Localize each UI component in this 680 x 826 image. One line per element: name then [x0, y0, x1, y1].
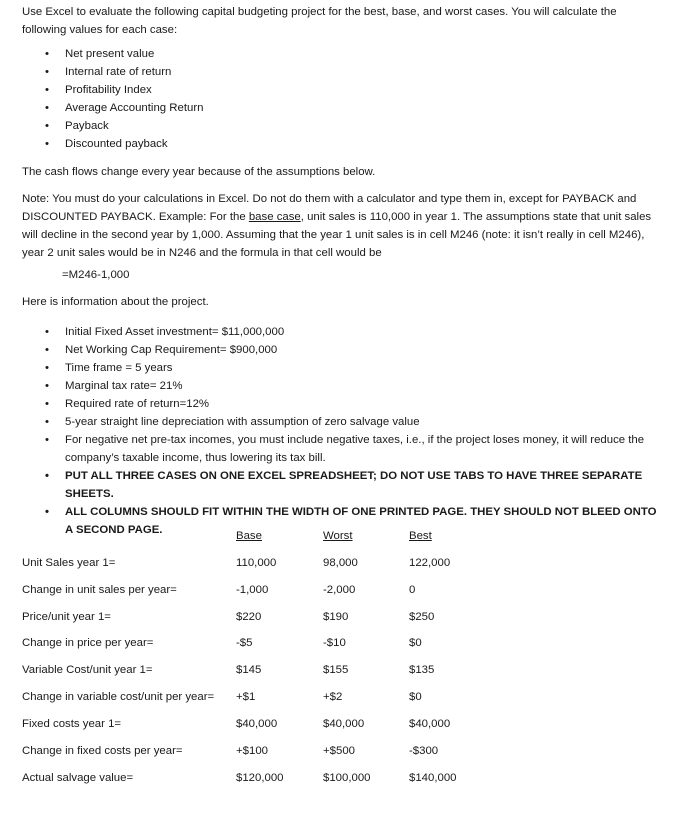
list-item: • Profitability Index [45, 81, 203, 99]
row-label: Change in fixed costs per year= [22, 745, 183, 757]
best-value: $250 [409, 611, 435, 623]
list-item: • Discounted payback [45, 135, 203, 153]
list-item: • Payback [45, 117, 203, 135]
list-item: • Required rate of return=12% [45, 395, 665, 413]
base-value: $145 [236, 664, 262, 676]
list-item: • Internal rate of return [45, 63, 203, 81]
best-value: $0 [409, 637, 422, 649]
row-label: Change in variable cost/unit per year= [22, 691, 215, 703]
best-value: $0 [409, 691, 422, 703]
values-list [45, 45, 203, 153]
cash-flows-note: The cash flows change every year because of the assumptions below. [22, 166, 376, 178]
header-best: Best [409, 530, 432, 542]
row-label: Change in unit sales per year= [22, 584, 177, 596]
base-value: $40,000 [236, 718, 278, 730]
list-item: • Net Working Cap Requirement= $900,000 [45, 341, 665, 359]
worst-value: +$500 [323, 745, 355, 757]
base-value: +$100 [236, 745, 268, 757]
list-item: • Average Accounting Return [45, 99, 203, 117]
header-worst: Worst [323, 530, 353, 542]
worst-value: $190 [323, 611, 349, 623]
list-item: • Time frame = 5 years [45, 359, 665, 377]
note-text-1: Note: You must do your calculations in Excel. Do not do them with a calculator and type them in, except for PAYBACK and DISCOUNTED PAYBACK. Example: For the [22, 193, 637, 223]
info-list [45, 323, 665, 539]
best-value: $40,000 [409, 718, 451, 730]
intro-paragraph: Use Excel to evaluate the following capital budgeting project for the best, base, and worst cases. You will calculate the following values for each case: [22, 6, 617, 36]
list-item: • PUT ALL THREE CASES ON ONE EXCEL SPREADSHEET; DO NOT USE TABS TO HAVE THREE SEPARATE SHEETS. [45, 467, 665, 503]
best-value: $135 [409, 664, 435, 676]
worst-value: $40,000 [323, 718, 365, 730]
formula-text: =M246-1,000 [62, 269, 130, 281]
base-value: $220 [236, 611, 262, 623]
row-label: Unit Sales year 1= [22, 557, 116, 569]
list-item: • Initial Fixed Asset investment= $11,000,000 [45, 323, 665, 341]
best-value: -$300 [409, 745, 439, 757]
note-paragraph [22, 190, 662, 262]
worst-value: -2,000 [323, 584, 356, 596]
list-item: • Net present value [45, 45, 203, 63]
worst-value: +$2 [323, 691, 343, 703]
base-value: -$5 [236, 637, 253, 649]
best-value: 0 [409, 584, 416, 596]
base-value: 110,000 [236, 557, 277, 569]
worst-value: $100,000 [323, 772, 371, 784]
base-value: +$1 [236, 691, 256, 703]
header-base: Base [236, 530, 262, 542]
row-label: Variable Cost/unit year 1= [22, 664, 153, 676]
base-case-link: base case [248, 211, 301, 223]
info-heading: Here is information about the project. [22, 296, 209, 308]
list-item: • 5-year straight line depreciation with assumption of zero salvage value [45, 413, 665, 431]
note-text-2: , unit sales is 110,000 in year 1. The assumptions state that unit sales will decline in the second year by 1,000. Assuming that the year 1 unit sales is in cell M246 (note: it isn’t really in cell M246), year 2 unit sales would be in N246 and the formula in that cell would be [22, 211, 652, 259]
row-label: Actual salvage value= [22, 772, 134, 784]
worst-value: -$10 [323, 637, 346, 649]
worst-value: $155 [323, 664, 349, 676]
list-item: • Marginal tax rate= 21% [45, 377, 665, 395]
row-label: Price/unit year 1= [22, 611, 111, 623]
base-value: $120,000 [236, 772, 284, 784]
worst-value: 98,000 [323, 557, 358, 569]
row-label: Change in price per year= [22, 637, 154, 649]
list-item: • ALL COLUMNS SHOULD FIT WITHIN THE WIDTH OF ONE PRINTED PAGE. THEY SHOULD NOT BLEED ONTO A SECOND PAGE. [45, 503, 665, 539]
row-label: Fixed costs year 1= [22, 718, 122, 730]
best-value: 122,000 [409, 557, 451, 569]
list-item: • For negative net pre-tax incomes, you must include negative taxes, i.e., if the project loses money, it will reduce the company’s taxable income, thus lowering its tax bill. [45, 431, 665, 467]
base-value: -1,000 [236, 584, 269, 596]
best-value: $140,000 [409, 772, 457, 784]
